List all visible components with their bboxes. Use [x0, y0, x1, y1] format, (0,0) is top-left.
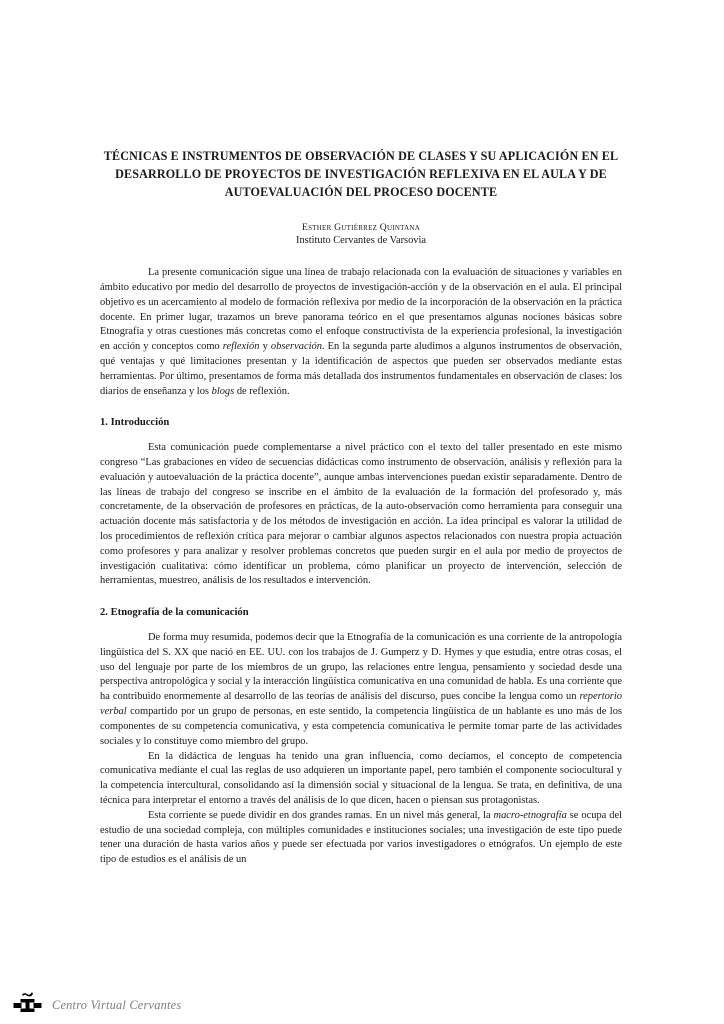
- paragraph-text: Esta corriente se puede dividir en dos grandes ramas. En un nivel más general, la: [148, 809, 494, 821]
- abstract-block: [100, 266, 622, 399]
- page-footer: [12, 992, 181, 1018]
- abstract-text-1: La presente comunicación sigue una línea de trabajo relacionada con la evaluación de situaciones y variables en ámbito educativo por medio del desarrollo de proyectos de investigación-acción y de la observación en el aula. El principal objetivo es un acercamiento al modelo de formación reflexiva por medio de la incorporación de la observación en la práctica docente. En primer lugar, trazamos un breve panorama teórico en el que presentamos algunas nociones básicas sobre Etnografía y otras cuestiones más concretas como el enfoque constructivista de la experiencia profesional, la investigación en acción y conceptos como: [100, 267, 622, 353]
- paragraph-text: En la didáctica de lenguas ha tenido una gran influencia, como decíamos, el concepto de competencia comunicativa mediante el cual las reglas de uso adquieren un importante papel, pero también el componente sociocultural y la competencia intercultural, consolidando así la dimensión social y situacional de la lengua. Se trata, en definitiva, de una técnica para interpretar el entorno a través del análisis de lo que dicen, hacen o piensan sus protagonistas.: [100, 750, 622, 806]
- abstract-emphasis-3: blogs: [211, 385, 235, 397]
- page-content: [100, 0, 622, 868]
- paragraph-text-cont: compartido por un grupo de personas, en este sentido, la competencia lingüística de un hablante es uno más de los componentes de su competencia comunicativa, y esta competencia comunicativa le permite tomar parte de las actividades sociales y lo constituye como miembro del grupo.: [100, 706, 622, 747]
- paragraph-text: Esta comunicación puede complementarse a nivel práctico con el texto del taller presentado en este mismo congreso “Las grabaciones en vídeo de secuencias didácticas como instrumento de observación, análisis y reflexión para la evaluación y autoevaluación de la práctica docente”, aunque ambas intervenciones puedan existir separadamente. Dentro de las líneas de trabajo del congreso se inscribe en el ámbito de la evaluación de la formación del profesorado y, más concretamente, de la observación de profesores en prácticas, de la auto-observación como herramienta para conseguir una actuación docente más satisfactoria y de los métodos de investigación en acción. La idea principal es valorar la utilidad de los procedimientos de reflexión crítica para mejorar o cambiar algunos aspectos relacionados con nuestra propia actuación como profesores y para analizar y resolver problemas concretos que pueden surgir en el aula por medio de proyectos de investigación cualitativa: cómo identificar un problema, cómo planificar un proyecto de intervención, selección de herramientas, muestreo, análisis de los resultados e intervención.: [100, 442, 622, 587]
- section-1-body: [100, 441, 622, 589]
- abstract-text-3: . En la segunda parte aludimos a algunos instrumentos de observación, qué ventajas y qué limitaciones presentan y la identificación de aspectos que pueden ser observados mediante estas herramientas. Por último, presentamos de forma más detallada dos instrumentos fundamentales en observación de clases: los diarios de enseñanza y los: [100, 341, 622, 397]
- author-affiliation: Instituto Cervantes de Varsovia: [296, 235, 426, 247]
- abstract-emphasis-2: observación: [270, 341, 322, 353]
- author-name: Esther Gutiérrez Quintana: [301, 221, 421, 233]
- footer-label: Centro Virtual Cervantes: [52, 997, 182, 1012]
- section-introduccion: [100, 399, 622, 589]
- abstract-emphasis-1: reflexión: [222, 341, 260, 353]
- paragraph-emphasis: repertorio verbal: [100, 691, 622, 718]
- section-2-body: [100, 631, 622, 868]
- paragraph-text-cont: se ocupa del estudio de una sociedad compleja, con múltiples comunidades e instituciones sociales; una investigación de este tipo puede tener una duración de hasta varios años y puede ser efectuada por varios investigadores o etnógrafos. Un ejemplo de este tipo de estudios es el análisis de un: [100, 809, 622, 866]
- section-heading-2: 2. Etnografía de la comunicación: [100, 607, 249, 619]
- section-heading-1: 1. Introducción: [100, 417, 170, 429]
- section-etnografia-de-la-comunicacion: [100, 589, 622, 868]
- abstract-text-4: de reflexión.: [234, 385, 290, 397]
- paragraph: [100, 631, 622, 750]
- abstract-paragraph: [100, 266, 622, 399]
- page-title: TÉCNICAS E INSTRUMENTOS DE OBSERVACIÓN DE CLASES Y SU APLICACIÓN EN EL DESARROLLO DE PROYECTOS DE INVESTIGACIÓN REFLEXIVA EN EL AULA Y DE AUTOEVALUACIÓN DEL PROCESO DOCENTE: [103, 149, 619, 199]
- paragraph: [100, 441, 622, 589]
- centro-virtual-cervantes-logo-icon: [12, 992, 43, 1018]
- paragraph: [100, 809, 622, 868]
- paragraph: [100, 750, 622, 809]
- paragraph-emphasis: macro-etnografía: [493, 809, 567, 821]
- author-block: [100, 222, 622, 248]
- paragraph-text: De forma muy resumida, podemos decir que la Etnografía de la comunicación es una corriente de la antropología lingüística del S. XX que nació en EE. UU. con los trabajos de J. Gumperz y D. Hymes y que estudia, entre otras cosas, el uso del lenguaje por parte de los miembros de un grupo, las relaciones entre lengua, pensamiento y sociedad desde una perspectiva antropológica y social y la interacción lingüística comunicativa en una comunidad de habla. Es una corriente que ha contribuido enormemente al desarrollo de las teorías de análisis del discurso, pues concibe la lengua como un: [100, 632, 622, 703]
- abstract-text-2: y: [259, 341, 271, 353]
